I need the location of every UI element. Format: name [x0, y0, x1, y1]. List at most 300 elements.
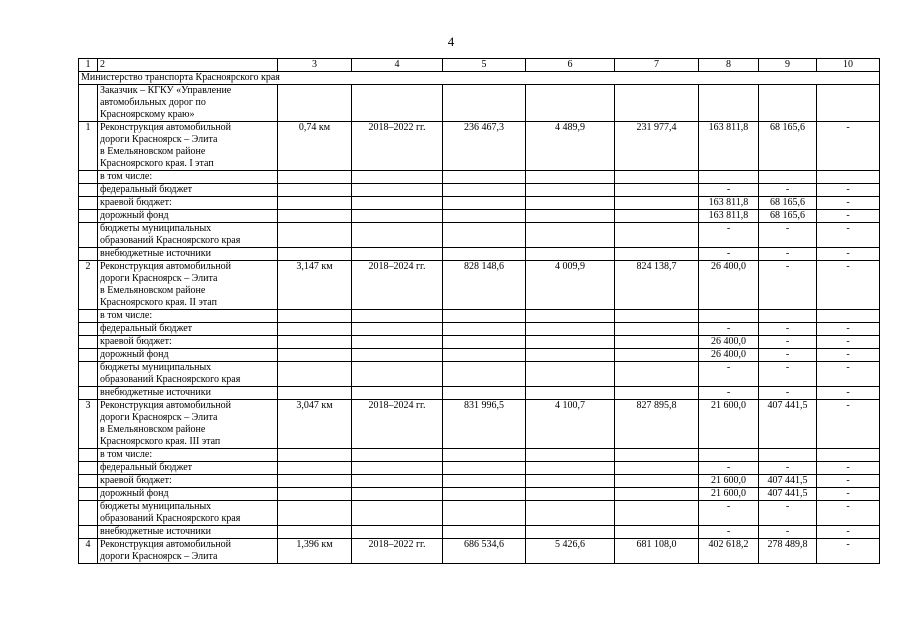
funding-label	[98, 349, 278, 362]
project-name	[98, 122, 278, 171]
funding-value: -	[759, 387, 817, 400]
project-value: 236 467,3	[443, 122, 526, 171]
project-period: 2018–2022 гг.	[352, 539, 443, 564]
empty-cell	[278, 501, 352, 526]
project-value: 686 534,6	[443, 539, 526, 564]
project-length: 3,147 км	[278, 261, 352, 310]
project-value: -	[817, 261, 880, 310]
funding-value: -	[759, 248, 817, 261]
empty-cell	[615, 223, 699, 248]
funding-value: -	[817, 223, 880, 248]
empty-cell	[526, 323, 615, 336]
empty-cell	[352, 184, 443, 197]
empty-cell	[443, 210, 526, 223]
empty-cell	[79, 449, 98, 462]
empty-cell	[278, 171, 352, 184]
empty-cell	[443, 184, 526, 197]
funding-label	[98, 336, 278, 349]
empty-cell	[443, 349, 526, 362]
funding-label-line: в том числе:	[100, 449, 153, 460]
funding-row	[79, 475, 880, 488]
empty-cell	[443, 526, 526, 539]
funding-label	[98, 501, 278, 526]
empty-cell	[278, 197, 352, 210]
empty-cell	[615, 449, 699, 462]
empty-cell	[526, 197, 615, 210]
empty-cell	[352, 210, 443, 223]
project-name-line: Красноярского края. III этап	[100, 436, 221, 447]
funding-value: -	[699, 248, 759, 261]
empty-cell	[352, 171, 443, 184]
funding-value	[817, 310, 880, 323]
empty-cell	[352, 462, 443, 475]
project-value: 68 165,6	[759, 122, 817, 171]
funding-row	[79, 349, 880, 362]
project-name-line: Красноярского края. II этап	[100, 297, 217, 308]
funding-value: 26 400,0	[699, 336, 759, 349]
project-number: 4	[79, 539, 98, 564]
funding-value: 407 441,5	[759, 475, 817, 488]
header-cell: 2	[98, 59, 278, 72]
empty-cell	[526, 526, 615, 539]
empty-cell	[526, 488, 615, 501]
project-number: 2	[79, 261, 98, 310]
funding-label	[98, 184, 278, 197]
empty-cell	[615, 475, 699, 488]
project-name-line: Реконструкция автомобильной	[100, 400, 232, 411]
empty-cell	[278, 349, 352, 362]
funding-value: -	[759, 323, 817, 336]
project-length: 0,74 км	[278, 122, 352, 171]
funding-label-line: бюджеты муниципальных	[100, 501, 212, 512]
empty-cell	[526, 310, 615, 323]
empty-cell	[352, 349, 443, 362]
project-value: -	[759, 261, 817, 310]
funding-value: -	[699, 462, 759, 475]
empty-cell	[443, 501, 526, 526]
empty-cell	[443, 362, 526, 387]
empty-cell	[352, 501, 443, 526]
empty-cell	[278, 323, 352, 336]
ministry-row	[79, 72, 880, 85]
funding-value: -	[699, 323, 759, 336]
empty-cell	[79, 501, 98, 526]
header-cell: 3	[278, 59, 352, 72]
empty-cell	[443, 171, 526, 184]
funding-value: -	[817, 197, 880, 210]
empty-cell	[443, 488, 526, 501]
funding-value: -	[759, 362, 817, 387]
empty-cell	[79, 184, 98, 197]
empty-cell	[352, 323, 443, 336]
project-number: 3	[79, 400, 98, 449]
header-cell: 6	[526, 59, 615, 72]
empty-cell	[526, 449, 615, 462]
empty-cell	[615, 349, 699, 362]
funding-value: 68 165,6	[759, 197, 817, 210]
empty-cell	[79, 323, 98, 336]
funding-row	[79, 462, 880, 475]
empty-cell	[79, 362, 98, 387]
funding-value: -	[817, 336, 880, 349]
customer-row	[79, 85, 880, 122]
budget-table	[78, 58, 880, 564]
project-value: -	[817, 400, 880, 449]
funding-value	[759, 449, 817, 462]
ministry-title: Министерство транспорта Красноярского края	[79, 72, 880, 85]
customer-label-line: автомобильных дорог по	[100, 97, 206, 108]
funding-value: 21 600,0	[699, 475, 759, 488]
project-name-line: дороги Красноярск – Элита	[100, 551, 218, 562]
project-name-line: Реконструкция автомобильной	[100, 539, 232, 550]
project-value: 827 895,8	[615, 400, 699, 449]
empty-cell	[443, 475, 526, 488]
project-value: 407 441,5	[759, 400, 817, 449]
header-cell: 1	[79, 59, 98, 72]
funding-value: -	[817, 362, 880, 387]
funding-value: 163 811,8	[699, 210, 759, 223]
empty-cell	[615, 184, 699, 197]
funding-label-line: дорожный фонд	[100, 210, 169, 221]
empty-cell	[79, 171, 98, 184]
project-value: 402 618,2	[699, 539, 759, 564]
empty-cell	[615, 323, 699, 336]
funding-label-line: внебюджетные источники	[100, 248, 211, 259]
customer-label-line: Заказчик – КГКУ «Управление	[100, 85, 232, 96]
empty-cell	[79, 349, 98, 362]
empty-cell	[278, 526, 352, 539]
empty-cell	[352, 248, 443, 261]
funding-label-line: краевой бюджет:	[100, 475, 172, 486]
project-number: 1	[79, 122, 98, 171]
empty-cell	[352, 387, 443, 400]
empty-cell	[79, 336, 98, 349]
empty-cell	[352, 526, 443, 539]
empty-cell	[615, 462, 699, 475]
empty-cell	[615, 526, 699, 539]
empty-cell	[615, 210, 699, 223]
project-value: 21 600,0	[699, 400, 759, 449]
empty-cell	[615, 85, 699, 122]
funding-value: -	[759, 462, 817, 475]
project-value: 681 108,0	[615, 539, 699, 564]
funding-value: -	[817, 349, 880, 362]
empty-cell	[352, 336, 443, 349]
funding-label-line: краевой бюджет:	[100, 197, 172, 208]
header-row	[79, 59, 880, 72]
empty-cell	[443, 197, 526, 210]
project-name	[98, 261, 278, 310]
funding-row	[79, 223, 880, 248]
project-period: 2018–2024 гг.	[352, 261, 443, 310]
project-name-line: в Емельяновском районе	[100, 285, 206, 296]
project-value: -	[817, 122, 880, 171]
funding-row	[79, 336, 880, 349]
project-name-line: дороги Красноярск – Элита	[100, 134, 218, 145]
empty-cell	[352, 362, 443, 387]
empty-cell	[615, 387, 699, 400]
project-name-line: Реконструкция автомобильной	[100, 122, 232, 133]
funding-row	[79, 488, 880, 501]
funding-label-line: образований Красноярского края	[100, 374, 241, 385]
empty-cell	[278, 462, 352, 475]
empty-cell	[352, 85, 443, 122]
empty-cell	[278, 488, 352, 501]
funding-label	[98, 197, 278, 210]
funding-value: -	[699, 501, 759, 526]
empty-cell	[526, 210, 615, 223]
funding-label	[98, 387, 278, 400]
empty-cell	[79, 248, 98, 261]
project-value: 831 996,5	[443, 400, 526, 449]
funding-label	[98, 248, 278, 261]
project-row	[79, 400, 880, 449]
funding-label-line: федеральный бюджет	[100, 323, 193, 334]
empty-cell	[278, 336, 352, 349]
funding-label	[98, 362, 278, 387]
header-cell: 7	[615, 59, 699, 72]
project-value: -	[817, 539, 880, 564]
empty-cell	[278, 362, 352, 387]
funding-label	[98, 210, 278, 223]
funding-value: -	[817, 501, 880, 526]
table-body	[79, 59, 880, 564]
funding-label-line: дорожный фонд	[100, 488, 169, 499]
empty-cell	[817, 85, 880, 122]
funding-value: 407 441,5	[759, 488, 817, 501]
project-name-line: в Емельяновском районе	[100, 424, 206, 435]
funding-value: -	[817, 248, 880, 261]
empty-cell	[278, 184, 352, 197]
funding-label-line: в том числе:	[100, 171, 153, 182]
empty-cell	[79, 526, 98, 539]
project-length: 3,047 км	[278, 400, 352, 449]
empty-cell	[443, 85, 526, 122]
funding-value: -	[817, 323, 880, 336]
project-length: 1,396 км	[278, 539, 352, 564]
empty-cell	[615, 362, 699, 387]
empty-cell	[443, 462, 526, 475]
funding-value: -	[817, 475, 880, 488]
project-value: 4 100,7	[526, 400, 615, 449]
header-cell: 10	[817, 59, 880, 72]
empty-cell	[526, 349, 615, 362]
funding-row	[79, 310, 880, 323]
project-name	[98, 539, 278, 564]
empty-cell	[615, 171, 699, 184]
funding-row	[79, 526, 880, 539]
funding-value: -	[759, 184, 817, 197]
funding-value: 21 600,0	[699, 488, 759, 501]
funding-value: -	[699, 184, 759, 197]
empty-cell	[79, 462, 98, 475]
funding-row	[79, 171, 880, 184]
funding-value: -	[817, 462, 880, 475]
header-cell: 5	[443, 59, 526, 72]
project-period: 2018–2024 гг.	[352, 400, 443, 449]
funding-row	[79, 449, 880, 462]
project-value: 231 977,4	[615, 122, 699, 171]
funding-value: -	[817, 488, 880, 501]
empty-cell	[526, 462, 615, 475]
funding-value	[699, 310, 759, 323]
funding-value: -	[699, 223, 759, 248]
customer-label	[98, 85, 278, 122]
empty-cell	[278, 310, 352, 323]
funding-row	[79, 248, 880, 261]
empty-cell	[79, 488, 98, 501]
project-name-line: дороги Красноярск – Элита	[100, 273, 218, 284]
project-value: 828 148,6	[443, 261, 526, 310]
funding-label-line: внебюджетные источники	[100, 387, 211, 398]
customer-label-line: Красноярскому краю»	[100, 109, 195, 120]
funding-value: 68 165,6	[759, 210, 817, 223]
funding-label-line: внебюджетные источники	[100, 526, 211, 537]
empty-cell	[759, 85, 817, 122]
empty-cell	[615, 248, 699, 261]
project-period: 2018–2022 гг.	[352, 122, 443, 171]
funding-value	[817, 449, 880, 462]
header-cell: 4	[352, 59, 443, 72]
project-value: 824 138,7	[615, 261, 699, 310]
project-name-line: дороги Красноярск – Элита	[100, 412, 218, 423]
funding-label	[98, 323, 278, 336]
project-name	[98, 400, 278, 449]
project-name-line: в Емельяновском районе	[100, 146, 206, 157]
empty-cell	[278, 387, 352, 400]
funding-row	[79, 184, 880, 197]
funding-label-line: федеральный бюджет	[100, 462, 193, 473]
empty-cell	[352, 449, 443, 462]
funding-row	[79, 387, 880, 400]
project-row	[79, 122, 880, 171]
funding-value	[759, 171, 817, 184]
funding-value: -	[759, 526, 817, 539]
empty-cell	[352, 475, 443, 488]
page-number: 4	[447, 34, 455, 49]
empty-cell	[278, 248, 352, 261]
funding-value: -	[759, 501, 817, 526]
funding-label-line: федеральный бюджет	[100, 184, 193, 195]
funding-value: -	[759, 336, 817, 349]
empty-cell	[443, 248, 526, 261]
funding-label-line: дорожный фонд	[100, 349, 169, 360]
funding-value: -	[817, 526, 880, 539]
empty-cell	[443, 449, 526, 462]
empty-cell	[526, 171, 615, 184]
funding-label	[98, 223, 278, 248]
funding-row	[79, 501, 880, 526]
empty-cell	[526, 223, 615, 248]
funding-value: -	[817, 184, 880, 197]
empty-cell	[352, 223, 443, 248]
funding-value: 163 811,8	[699, 197, 759, 210]
funding-value: -	[699, 387, 759, 400]
empty-cell	[352, 197, 443, 210]
project-value: 278 489,8	[759, 539, 817, 564]
funding-value: 26 400,0	[699, 349, 759, 362]
empty-cell	[526, 362, 615, 387]
empty-cell	[79, 310, 98, 323]
empty-cell	[352, 310, 443, 323]
empty-cell	[278, 223, 352, 248]
empty-cell	[615, 501, 699, 526]
empty-cell	[443, 310, 526, 323]
empty-cell	[79, 197, 98, 210]
project-value: 5 426,6	[526, 539, 615, 564]
funding-value	[699, 171, 759, 184]
empty-cell	[443, 223, 526, 248]
funding-label-line: в том числе:	[100, 310, 153, 321]
funding-label-line: краевой бюджет:	[100, 336, 172, 347]
funding-value	[817, 171, 880, 184]
empty-cell	[79, 210, 98, 223]
project-value: 26 400,0	[699, 261, 759, 310]
project-row	[79, 261, 880, 310]
funding-value: -	[699, 526, 759, 539]
funding-value: -	[817, 210, 880, 223]
empty-cell	[79, 387, 98, 400]
header-cell: 8	[699, 59, 759, 72]
funding-label	[98, 462, 278, 475]
empty-cell	[443, 387, 526, 400]
empty-cell	[699, 85, 759, 122]
empty-cell	[278, 475, 352, 488]
funding-row	[79, 210, 880, 223]
funding-value	[759, 310, 817, 323]
funding-value: -	[817, 387, 880, 400]
funding-label	[98, 488, 278, 501]
empty-cell	[443, 323, 526, 336]
empty-cell	[526, 336, 615, 349]
empty-cell	[79, 223, 98, 248]
empty-cell	[526, 85, 615, 122]
empty-cell	[526, 387, 615, 400]
funding-label-line: бюджеты муниципальных	[100, 362, 212, 373]
empty-cell	[278, 210, 352, 223]
empty-cell	[278, 85, 352, 122]
empty-cell	[615, 310, 699, 323]
funding-value: -	[699, 362, 759, 387]
project-name-line: Красноярского края. I этап	[100, 158, 214, 169]
project-value: 163 811,8	[699, 122, 759, 171]
empty-cell	[443, 336, 526, 349]
funding-label-line: образований Красноярского края	[100, 513, 241, 524]
funding-value: -	[759, 349, 817, 362]
empty-cell	[278, 449, 352, 462]
funding-value	[699, 449, 759, 462]
empty-cell	[615, 197, 699, 210]
funding-label-line: образований Красноярского края	[100, 235, 241, 246]
empty-cell	[79, 85, 98, 122]
project-value: 4 009,9	[526, 261, 615, 310]
empty-cell	[526, 248, 615, 261]
project-value: 4 489,9	[526, 122, 615, 171]
project-row	[79, 539, 880, 564]
funding-value: -	[759, 223, 817, 248]
funding-label	[98, 171, 278, 184]
empty-cell	[526, 184, 615, 197]
empty-cell	[615, 336, 699, 349]
header-cell: 9	[759, 59, 817, 72]
empty-cell	[615, 488, 699, 501]
project-name-line: Реконструкция автомобильной	[100, 261, 232, 272]
funding-label	[98, 449, 278, 462]
empty-cell	[526, 501, 615, 526]
funding-row	[79, 197, 880, 210]
funding-label	[98, 475, 278, 488]
funding-row	[79, 362, 880, 387]
